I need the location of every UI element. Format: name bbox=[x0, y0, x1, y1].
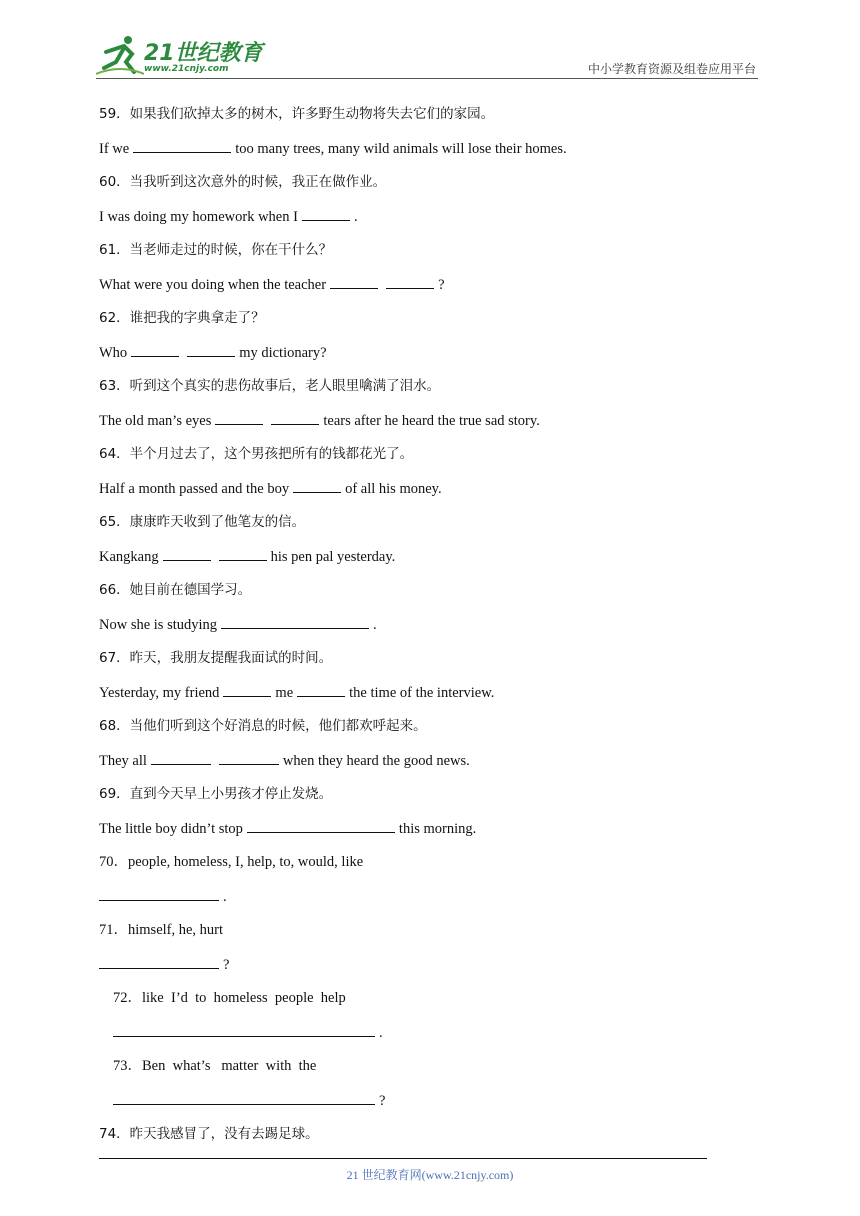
q59-english bbox=[99, 138, 567, 159]
q59-blank-1[interactable] bbox=[133, 138, 231, 153]
q66-chinese: 66．她目前在德国学习。 bbox=[99, 582, 252, 598]
q59-chinese: 59．如果我们砍掉太多的树木，许多野生动物将失去它们的家园。 bbox=[99, 106, 495, 122]
q63-chinese: 63．听到这个真实的悲伤故事后，老人眼里噙满了泪水。 bbox=[99, 378, 441, 394]
q65-english bbox=[99, 546, 395, 567]
q68-chinese: 68．当他们听到这个好消息的时候，他们都欢呼起来。 bbox=[99, 718, 427, 734]
logo bbox=[96, 34, 266, 78]
q60-text-a: I was doing my homework when I bbox=[99, 209, 298, 225]
q67-chinese: 67．昨天，我朋友提醒我面试的时间。 bbox=[99, 650, 333, 666]
q62-english bbox=[99, 342, 327, 363]
q65-text-a: Kangkang bbox=[99, 549, 159, 565]
q59-text-b: too many trees, many wild animals will lose their homes. bbox=[235, 141, 567, 157]
q73-end: ? bbox=[379, 1093, 386, 1109]
q72-prompt: 72．like I’d to homeless people help bbox=[113, 990, 346, 1006]
q72-end: . bbox=[379, 1025, 383, 1041]
q60-english bbox=[99, 206, 358, 227]
q67-text-a: Yesterday, my friend bbox=[99, 685, 220, 701]
q61-blank-2[interactable] bbox=[386, 274, 434, 289]
q67-blank-2[interactable] bbox=[297, 682, 345, 697]
q67-blank-1[interactable] bbox=[223, 682, 271, 697]
q70-prompt: 70．people, homeless, I, help, to, would, like bbox=[99, 854, 364, 870]
q66-blank-1[interactable] bbox=[221, 614, 369, 629]
q66-text-a: Now she is studying bbox=[99, 617, 218, 633]
q63-blank-1[interactable] bbox=[215, 410, 263, 425]
q69-text-b: this morning. bbox=[398, 821, 477, 837]
q65-text-b: his pen pal yesterday. bbox=[270, 549, 396, 565]
q63-english bbox=[99, 410, 540, 431]
q68-blank-2[interactable] bbox=[219, 750, 279, 765]
q68-text-b: when they heard the good news. bbox=[282, 753, 470, 769]
q61-english bbox=[99, 274, 445, 295]
platform-title: 中小学教育资源及组卷应用平台 bbox=[587, 62, 756, 76]
q62-text-a: Who bbox=[99, 345, 128, 361]
q63-text-b: tears after he heard the true sad story. bbox=[323, 413, 540, 429]
q71-answer bbox=[99, 954, 229, 975]
q60-chinese: 60．当我听到这次意外的时候，我正在做作业。 bbox=[99, 174, 387, 190]
q61-chinese: 61．当老师走过的时候，你在干什么？ bbox=[99, 242, 333, 258]
q61-text-b: ? bbox=[438, 277, 445, 293]
q60-text-b: . bbox=[353, 209, 358, 225]
q71-prompt: 71．himself, he, hurt bbox=[99, 922, 224, 938]
footer-text[interactable]: 21 世纪教育网(www.21cnjy.com) bbox=[346, 1168, 514, 1182]
q60-blank-1[interactable] bbox=[302, 206, 350, 221]
q74-chinese: 74．昨天我感冒了，没有去踢足球。 bbox=[99, 1126, 319, 1142]
q68-blank-1[interactable] bbox=[151, 750, 211, 765]
q62-blank-2[interactable] bbox=[187, 342, 235, 357]
q72-answer bbox=[113, 1022, 383, 1043]
footer-divider bbox=[99, 1158, 707, 1159]
q71-answer-line[interactable] bbox=[99, 954, 219, 969]
q65-blank-1[interactable] bbox=[163, 546, 211, 561]
q59-text-a: If we bbox=[99, 141, 130, 157]
q65-blank-2[interactable] bbox=[219, 546, 267, 561]
q65-chinese: 65．康康昨天收到了他笔友的信。 bbox=[99, 514, 306, 530]
q70-answer bbox=[99, 886, 227, 907]
q69-english bbox=[99, 818, 476, 839]
q61-text-a: What were you doing when the teacher bbox=[99, 277, 327, 293]
runner-logo-icon bbox=[96, 34, 144, 78]
q69-blank-1[interactable] bbox=[247, 818, 395, 833]
q62-chinese: 62．谁把我的字典拿走了？ bbox=[99, 310, 265, 326]
q73-answer bbox=[113, 1090, 385, 1111]
q66-english bbox=[99, 614, 377, 635]
logo-url: www.21cnjy.com bbox=[144, 64, 229, 74]
q62-text-b: my dictionary? bbox=[239, 345, 327, 361]
q61-blank-1[interactable] bbox=[330, 274, 378, 289]
q64-text-a: Half a month passed and the boy bbox=[99, 481, 290, 497]
page-header bbox=[0, 0, 860, 82]
q69-chinese: 69．直到今天早上小男孩才停止发烧。 bbox=[99, 786, 333, 802]
q73-answer-line[interactable] bbox=[113, 1090, 375, 1105]
q67-english bbox=[99, 682, 494, 703]
header-divider bbox=[96, 78, 758, 79]
q63-text-a: The old man’s eyes bbox=[99, 413, 212, 429]
q64-english bbox=[99, 478, 442, 499]
q71-end: ? bbox=[223, 957, 230, 973]
q64-text-b: of all his money. bbox=[345, 481, 442, 497]
logo-text: 21世纪教育 bbox=[144, 41, 263, 66]
q64-chinese: 64．半个月过去了，这个男孩把所有的钱都花光了。 bbox=[99, 446, 414, 462]
q70-end: . bbox=[223, 889, 227, 905]
q69-text-a: The little boy didn’t stop bbox=[99, 821, 243, 837]
q67-text-b: the time of the interview. bbox=[349, 685, 495, 701]
q64-blank-1[interactable] bbox=[293, 478, 341, 493]
q68-english bbox=[99, 750, 470, 771]
q67-text-m: me bbox=[275, 685, 294, 701]
q66-text-b: . bbox=[373, 617, 377, 633]
q72-answer-line[interactable] bbox=[113, 1022, 375, 1037]
q70-answer-line[interactable] bbox=[99, 886, 219, 901]
q63-blank-2[interactable] bbox=[271, 410, 319, 425]
q73-prompt: 73．Ben what’s matter with the bbox=[113, 1058, 317, 1074]
q68-text-a: They all bbox=[99, 753, 147, 769]
q62-blank-1[interactable] bbox=[131, 342, 179, 357]
